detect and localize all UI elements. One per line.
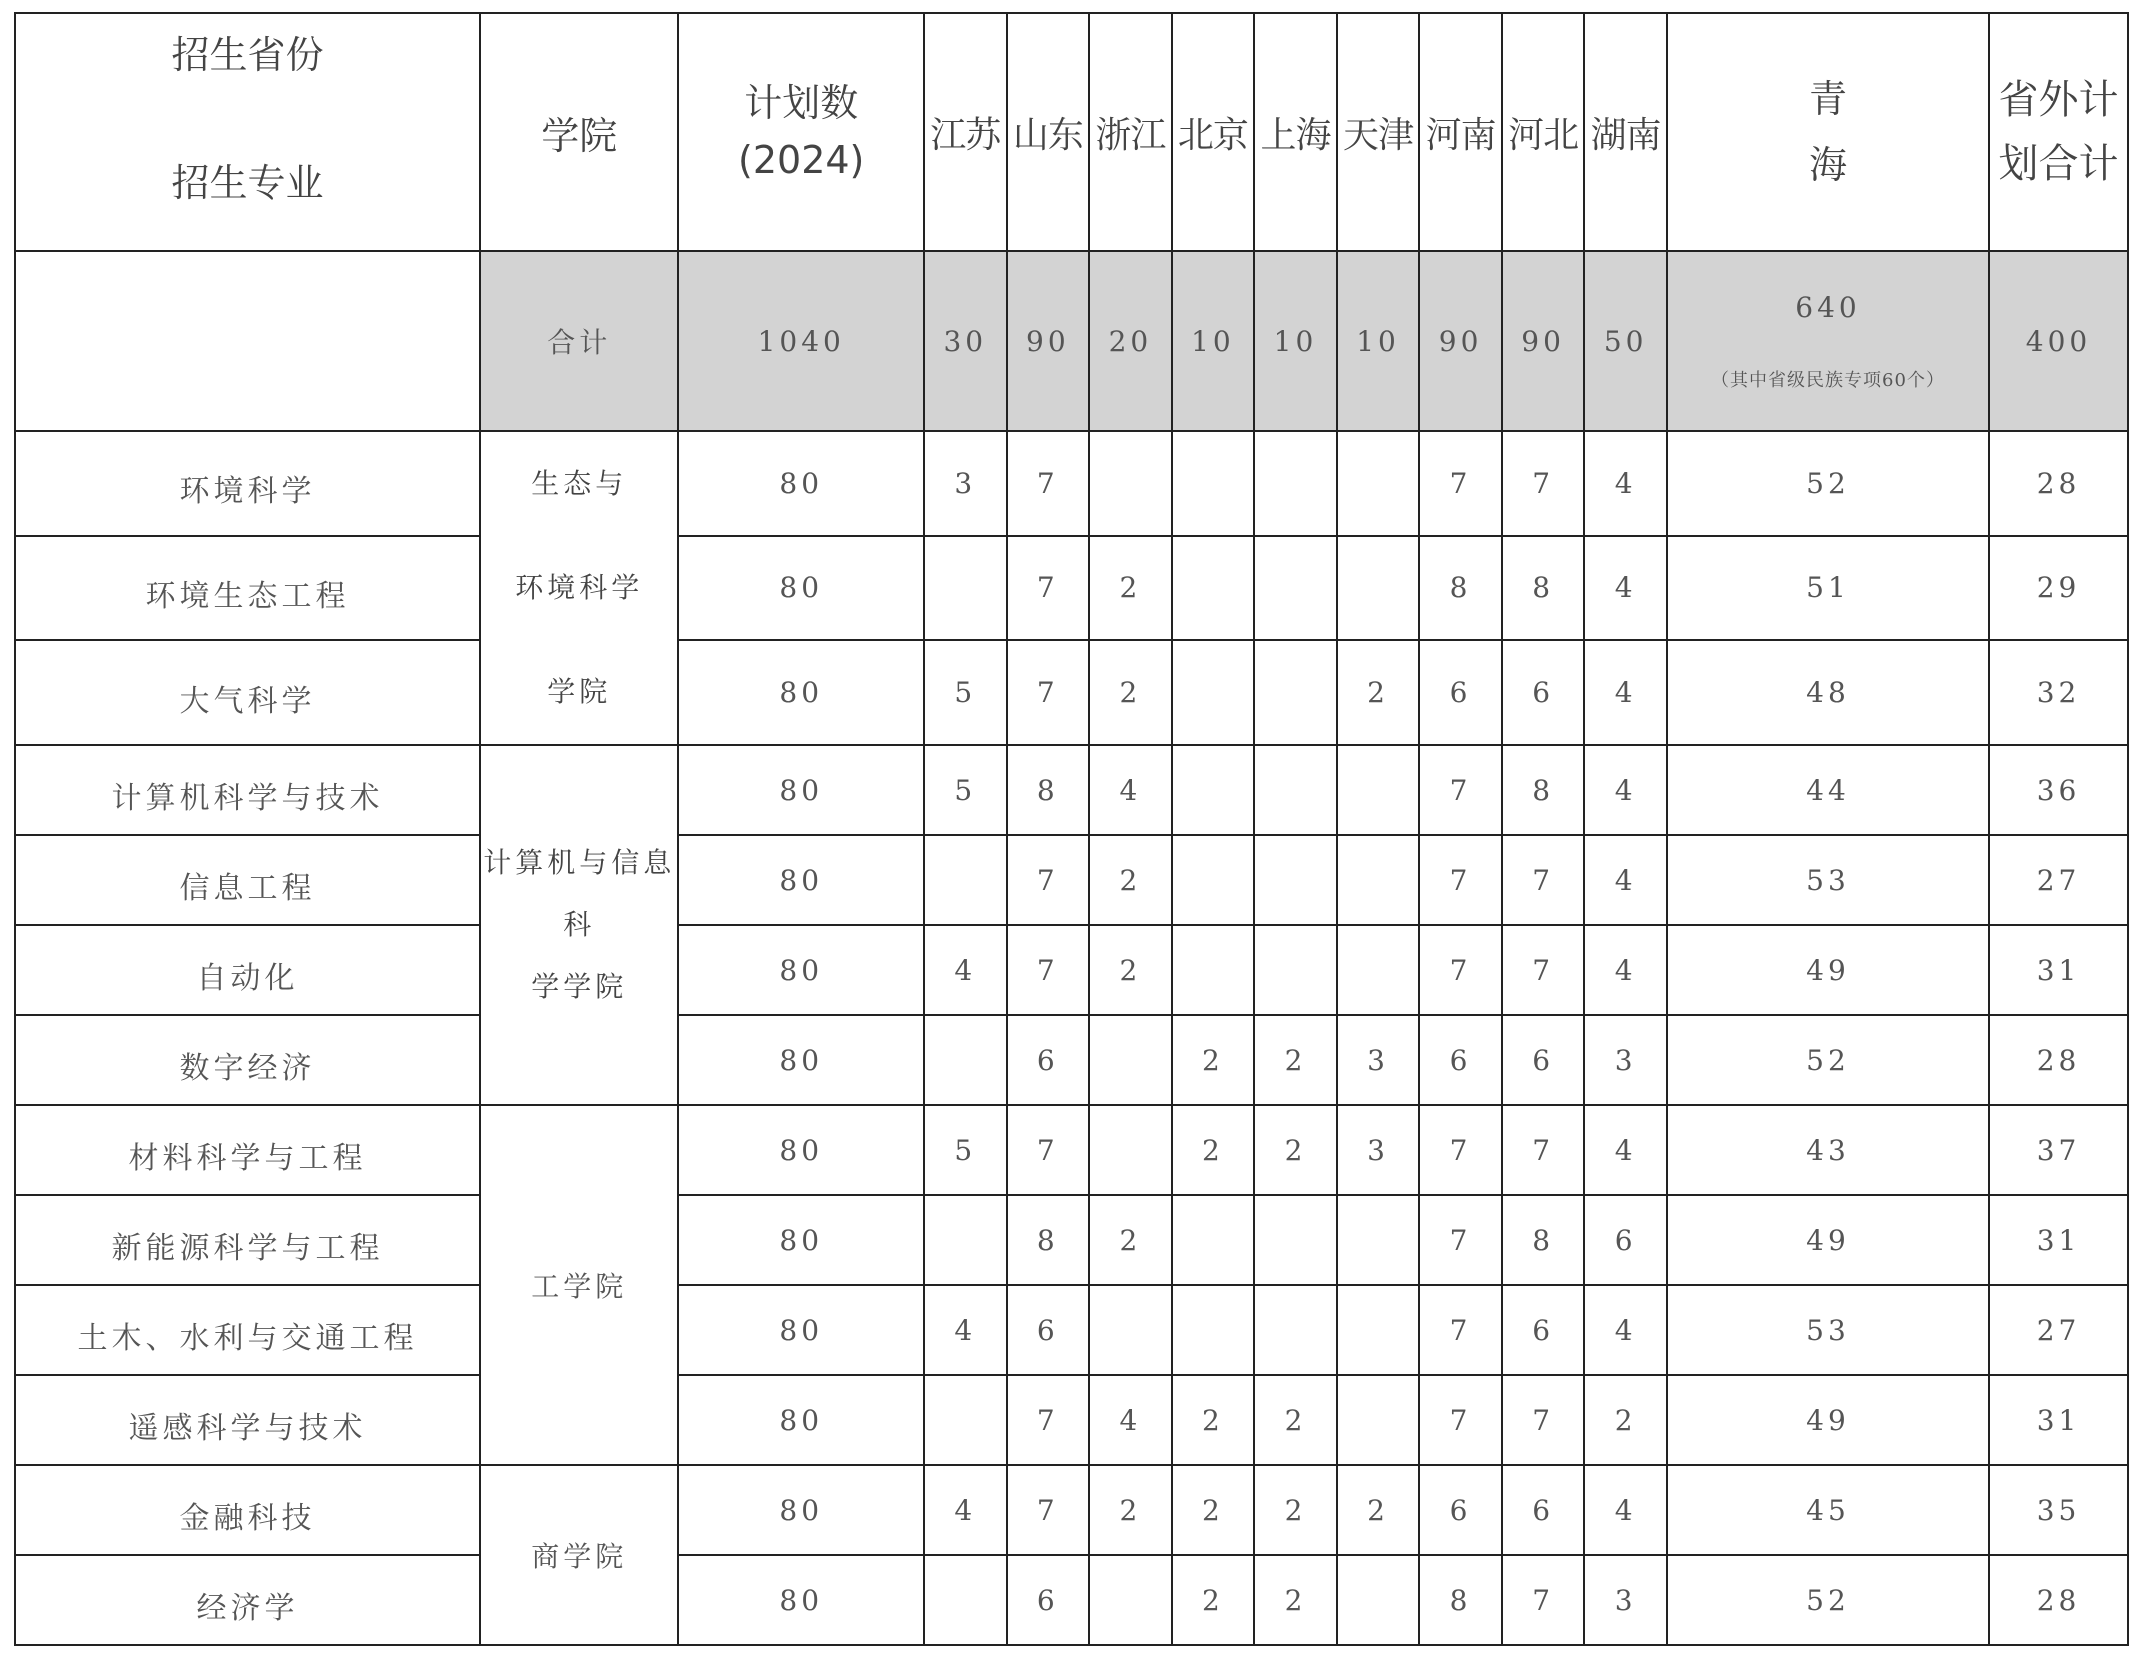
province-count: 2 [1089, 1195, 1172, 1285]
total-province-value: 90 [1502, 251, 1585, 431]
plan-header-line2: (2024) [738, 138, 865, 182]
province-count: 6 [1502, 640, 1585, 745]
province-count: 7 [1419, 1375, 1502, 1465]
province-count [1337, 1375, 1420, 1465]
province-count: 6 [1584, 1195, 1667, 1285]
out-of-province-total: 32 [1989, 640, 2128, 745]
total-province-value: 90 [1007, 251, 1090, 431]
province-count: 6 [1502, 1465, 1585, 1555]
province-count: 7 [1502, 925, 1585, 1015]
college-name-line: 学院 [547, 675, 612, 708]
province-count: 6 [1007, 1015, 1090, 1105]
province-count [1337, 1285, 1420, 1375]
province-count [1337, 925, 1420, 1015]
province-count [1089, 1555, 1172, 1645]
qinghai-count: 45 [1667, 1465, 1989, 1555]
province-count [1254, 536, 1337, 641]
out-of-province-total: 35 [1989, 1465, 2128, 1555]
college-name [480, 431, 678, 745]
province-count [1337, 1555, 1420, 1645]
out-of-province-total: 28 [1989, 1555, 2128, 1645]
college-name: 工学院 [480, 1105, 678, 1465]
province-count: 7 [1007, 1375, 1090, 1465]
province-count [1254, 640, 1337, 745]
province-header: 上海 [1254, 13, 1337, 251]
major-name: 遥感科学与技术 [15, 1375, 480, 1465]
plan-count: 80 [678, 1285, 924, 1375]
plan-count: 80 [678, 1015, 924, 1105]
province-count: 2 [1337, 640, 1420, 745]
major-name: 土木、水利与交通工程 [15, 1285, 480, 1375]
corner-header-cell [15, 13, 480, 251]
table-row [15, 925, 2128, 1015]
province-count: 2 [1172, 1015, 1255, 1105]
province-axis-label: 招生省份 [171, 33, 324, 77]
province-count [1172, 925, 1255, 1015]
province-count [1254, 925, 1337, 1015]
plan-count: 80 [678, 1555, 924, 1645]
total-plan: 1040 [678, 251, 924, 431]
province-count [1089, 1015, 1172, 1105]
table-row [15, 1195, 2128, 1285]
province-count [924, 835, 1007, 925]
province-count: 5 [924, 1105, 1007, 1195]
province-count: 4 [1089, 1375, 1172, 1465]
province-count [1254, 1195, 1337, 1285]
college-header: 学院 [480, 13, 678, 251]
province-count: 4 [1584, 1105, 1667, 1195]
province-count [1172, 835, 1255, 925]
province-count [1254, 835, 1337, 925]
total-label: 合计 [480, 251, 678, 431]
total-province-value: 10 [1172, 251, 1255, 431]
province-count [1172, 1195, 1255, 1285]
total-qinghai-cell [1667, 251, 1989, 431]
province-count: 7 [1419, 1105, 1502, 1195]
province-count: 6 [1419, 1015, 1502, 1105]
major-name: 数字经济 [15, 1015, 480, 1105]
province-count: 4 [1584, 640, 1667, 745]
province-count: 8 [1502, 745, 1585, 835]
province-count: 8 [1007, 745, 1090, 835]
major-name: 环境科学 [15, 431, 480, 536]
out-of-province-header [1989, 13, 2128, 251]
province-count [924, 1555, 1007, 1645]
province-count [1089, 1285, 1172, 1375]
province-count: 8 [1419, 536, 1502, 641]
table-row [15, 835, 2128, 925]
province-count [1172, 431, 1255, 536]
qinghai-header-line2: 海 [1808, 143, 1847, 187]
qinghai-count: 48 [1667, 640, 1989, 745]
plan-count: 80 [678, 1465, 924, 1555]
province-count: 3 [1337, 1015, 1420, 1105]
out-of-province-total: 31 [1989, 925, 2128, 1015]
total-province-value: 90 [1419, 251, 1502, 431]
out-of-province-total: 27 [1989, 1285, 2128, 1375]
major-name: 新能源科学与工程 [15, 1195, 480, 1285]
province-count [1337, 1195, 1420, 1285]
table-row [15, 640, 2128, 745]
province-count: 8 [1419, 1555, 1502, 1645]
province-header: 山东 [1007, 13, 1090, 251]
province-count [924, 1015, 1007, 1105]
total-row [15, 251, 2128, 431]
qinghai-count: 49 [1667, 925, 1989, 1015]
province-count [1089, 1105, 1172, 1195]
province-count: 7 [1007, 431, 1090, 536]
plan-header [678, 13, 924, 251]
plan-count: 80 [678, 640, 924, 745]
province-count: 7 [1007, 1105, 1090, 1195]
province-header: 湖南 [1584, 13, 1667, 251]
province-count: 4 [1584, 1285, 1667, 1375]
qinghai-count: 51 [1667, 536, 1989, 641]
table-row [15, 1465, 2128, 1555]
total-province-value: 20 [1089, 251, 1172, 431]
out-of-province-total: 36 [1989, 745, 2128, 835]
total-province-value: 50 [1584, 251, 1667, 431]
plan-count: 80 [678, 925, 924, 1015]
province-count: 7 [1007, 536, 1090, 641]
major-name: 计算机科学与技术 [15, 745, 480, 835]
qinghai-header-line1: 青 [1808, 76, 1847, 121]
province-count: 6 [1007, 1555, 1090, 1645]
province-count: 2 [1254, 1375, 1337, 1465]
province-count: 2 [1089, 835, 1172, 925]
province-count: 7 [1007, 835, 1090, 925]
province-header: 河南 [1419, 13, 1502, 251]
table-row [15, 536, 2128, 641]
province-count [1089, 431, 1172, 536]
plan-count: 80 [678, 1195, 924, 1285]
province-count: 7 [1502, 431, 1585, 536]
province-count: 4 [924, 1285, 1007, 1375]
qinghai-count: 52 [1667, 1015, 1989, 1105]
out-header-line1: 省外计 [1998, 77, 2119, 123]
province-header: 天津 [1337, 13, 1420, 251]
table-row [15, 1105, 2128, 1195]
province-count [924, 1195, 1007, 1285]
major-name: 经济学 [15, 1555, 480, 1645]
province-count: 7 [1007, 925, 1090, 1015]
province-count: 2 [1254, 1465, 1337, 1555]
province-count: 3 [1584, 1555, 1667, 1645]
province-count: 4 [1584, 431, 1667, 536]
out-of-province-total: 27 [1989, 835, 2128, 925]
qinghai-count: 52 [1667, 1555, 1989, 1645]
province-count: 7 [1502, 1555, 1585, 1645]
college-name: 商学院 [480, 1465, 678, 1645]
out-of-province-total: 37 [1989, 1105, 2128, 1195]
plan-count: 80 [678, 1105, 924, 1195]
qinghai-count: 52 [1667, 431, 1989, 536]
province-count [1254, 1285, 1337, 1375]
table-row [15, 1555, 2128, 1645]
table-row [15, 1375, 2128, 1465]
province-count [1172, 745, 1255, 835]
province-count: 2 [1337, 1465, 1420, 1555]
province-count: 2 [1254, 1015, 1337, 1105]
province-count: 2 [1254, 1105, 1337, 1195]
major-name: 大气科学 [15, 640, 480, 745]
total-qinghai-note: （其中省级民族专项60个） [1711, 369, 1945, 391]
table-row [15, 1285, 2128, 1375]
qinghai-count: 43 [1667, 1105, 1989, 1195]
province-count: 7 [1007, 640, 1090, 745]
province-count: 7 [1419, 745, 1502, 835]
province-count: 7 [1419, 835, 1502, 925]
province-count: 6 [1502, 1015, 1585, 1105]
province-count: 7 [1007, 1465, 1090, 1555]
province-count: 4 [1584, 745, 1667, 835]
province-count: 4 [924, 925, 1007, 1015]
total-qinghai: 640 [1795, 290, 1861, 324]
province-count: 2 [1172, 1555, 1255, 1645]
province-count: 3 [1337, 1105, 1420, 1195]
out-of-province-total: 31 [1989, 1195, 2128, 1285]
province-count: 2 [1089, 640, 1172, 745]
major-name: 信息工程 [15, 835, 480, 925]
plan-count: 80 [678, 835, 924, 925]
out-header-line2: 划合计 [1998, 141, 2119, 187]
province-header: 河北 [1502, 13, 1585, 251]
province-count: 7 [1419, 1195, 1502, 1285]
plan-count: 80 [678, 431, 924, 536]
major-axis-label: 招生专业 [171, 161, 324, 205]
province-header: 浙江 [1089, 13, 1172, 251]
province-count [1337, 536, 1420, 641]
province-count: 8 [1502, 1195, 1585, 1285]
qinghai-count: 53 [1667, 835, 1989, 925]
province-count [1337, 745, 1420, 835]
province-count [1172, 536, 1255, 641]
province-count: 4 [924, 1465, 1007, 1555]
table-row [15, 745, 2128, 835]
province-count: 5 [924, 640, 1007, 745]
header-row [15, 13, 2128, 251]
enrollment-plan-table [14, 12, 2129, 1646]
province-count: 4 [1584, 925, 1667, 1015]
major-name: 材料科学与工程 [15, 1105, 480, 1195]
province-count: 2 [1172, 1375, 1255, 1465]
college-name-line: 生态与 [531, 467, 628, 500]
province-count: 4 [1584, 536, 1667, 641]
province-count [1254, 431, 1337, 536]
out-of-province-total: 29 [1989, 536, 2128, 641]
province-count [924, 1375, 1007, 1465]
major-name: 金融科技 [15, 1465, 480, 1555]
province-header: 江苏 [924, 13, 1007, 251]
table-row [15, 1015, 2128, 1105]
province-count: 2 [1254, 1555, 1337, 1645]
out-of-province-total: 28 [1989, 431, 2128, 536]
total-province-value: 10 [1337, 251, 1420, 431]
province-count: 4 [1089, 745, 1172, 835]
province-count [924, 536, 1007, 641]
college-name-line: 环境科学 [515, 571, 644, 604]
province-count: 2 [1172, 1465, 1255, 1555]
province-count: 6 [1419, 640, 1502, 745]
total-province-value: 10 [1254, 251, 1337, 431]
college-name [480, 745, 678, 1105]
province-count: 2 [1089, 1465, 1172, 1555]
qinghai-count: 44 [1667, 745, 1989, 835]
province-count: 6 [1502, 1285, 1585, 1375]
province-count [1172, 640, 1255, 745]
college-name-line: 计算机与信息科 [483, 846, 676, 941]
major-name: 环境生态工程 [15, 536, 480, 641]
province-count: 7 [1419, 925, 1502, 1015]
province-count [1254, 745, 1337, 835]
table-row [15, 431, 2128, 536]
plan-header-line1: 计划数 [744, 81, 859, 125]
province-count: 6 [1007, 1285, 1090, 1375]
province-count: 2 [1172, 1105, 1255, 1195]
province-count: 7 [1419, 431, 1502, 536]
province-count: 2 [1089, 536, 1172, 641]
province-count: 3 [1584, 1015, 1667, 1105]
major-name: 自动化 [15, 925, 480, 1015]
qinghai-count: 53 [1667, 1285, 1989, 1375]
province-count: 2 [1584, 1375, 1667, 1465]
province-count: 7 [1502, 835, 1585, 925]
province-count: 7 [1419, 1285, 1502, 1375]
province-count [1172, 1285, 1255, 1375]
college-name-line: 学学院 [531, 970, 628, 1003]
out-of-province-total: 31 [1989, 1375, 2128, 1465]
total-province-value: 30 [924, 251, 1007, 431]
total-out: 400 [1989, 251, 2128, 431]
qinghai-count: 49 [1667, 1195, 1989, 1285]
province-count: 6 [1419, 1465, 1502, 1555]
province-count: 3 [924, 431, 1007, 536]
plan-count: 80 [678, 536, 924, 641]
province-count: 7 [1502, 1375, 1585, 1465]
province-count: 4 [1584, 1465, 1667, 1555]
qinghai-header [1667, 13, 1989, 251]
out-of-province-total: 28 [1989, 1015, 2128, 1105]
total-major-cell [15, 251, 480, 431]
province-count: 5 [924, 745, 1007, 835]
province-count: 8 [1007, 1195, 1090, 1285]
plan-count: 80 [678, 745, 924, 835]
province-count: 2 [1089, 925, 1172, 1015]
province-header: 北京 [1172, 13, 1255, 251]
plan-count: 80 [678, 1375, 924, 1465]
qinghai-count: 49 [1667, 1375, 1989, 1465]
province-count [1337, 835, 1420, 925]
province-count: 8 [1502, 536, 1585, 641]
province-count: 4 [1584, 835, 1667, 925]
province-count: 7 [1502, 1105, 1585, 1195]
province-count [1337, 431, 1420, 536]
